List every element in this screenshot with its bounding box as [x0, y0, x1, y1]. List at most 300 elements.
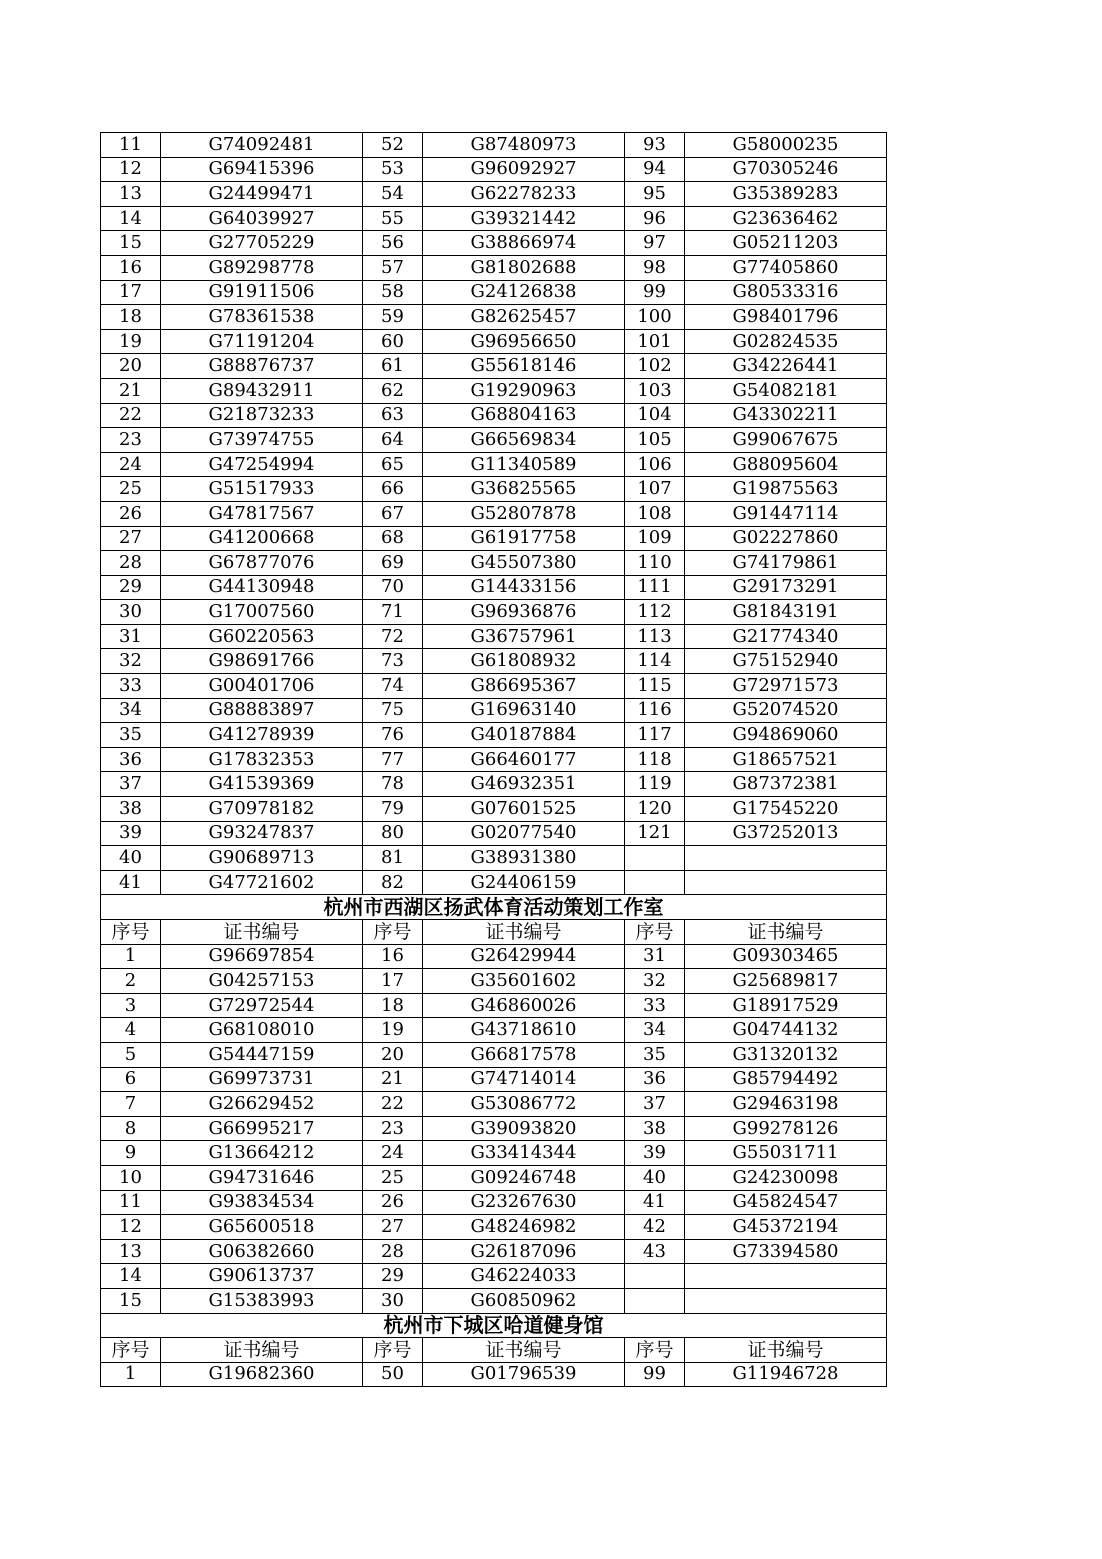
table-row	[101, 231, 887, 256]
certificate-number-cell: G66460177	[423, 747, 625, 772]
serial-number-cell: 106	[625, 452, 685, 477]
certificate-number-cell: G65600518	[161, 1215, 363, 1240]
table-row	[101, 1165, 887, 1190]
serial-number-cell: 17	[101, 280, 161, 305]
serial-number-cell: 37	[625, 1092, 685, 1117]
serial-number-cell: 32	[101, 649, 161, 674]
table-row	[101, 944, 887, 969]
serial-number-cell: 11	[101, 133, 161, 158]
serial-number-cell: 111	[625, 575, 685, 600]
serial-number-cell: 24	[363, 1141, 423, 1166]
certificate-number-cell: G75152940	[685, 649, 887, 674]
header-serial-number: 序号	[625, 920, 685, 945]
certificate-number-cell: G35601602	[423, 969, 625, 994]
serial-number-cell: 72	[363, 624, 423, 649]
certificate-number-cell: G19875563	[685, 477, 887, 502]
certificate-number-cell: G47254994	[161, 452, 363, 477]
serial-number-cell: 115	[625, 674, 685, 699]
certificate-number-cell: G64039927	[161, 206, 363, 231]
serial-number-cell: 70	[363, 575, 423, 600]
certificate-number-cell: G98691766	[161, 649, 363, 674]
certificate-number-cell: G47817567	[161, 501, 363, 526]
certificate-number-cell: G93247837	[161, 821, 363, 846]
header-certificate-number: 证书编号	[685, 920, 887, 945]
table-row	[101, 674, 887, 699]
certificate-number-cell: G21873233	[161, 403, 363, 428]
certificate-number-cell: G16963140	[423, 698, 625, 723]
serial-number-cell: 107	[625, 477, 685, 502]
serial-number-cell: 27	[363, 1215, 423, 1240]
serial-number-cell: 33	[625, 993, 685, 1018]
table-row	[101, 1239, 887, 1264]
certificate-number-cell: G36757961	[423, 624, 625, 649]
serial-number-cell: 18	[363, 993, 423, 1018]
serial-number-cell: 37	[101, 772, 161, 797]
certificate-number-cell: G70978182	[161, 797, 363, 822]
serial-number-cell: 113	[625, 624, 685, 649]
table-row	[101, 305, 887, 330]
serial-number-cell: 43	[625, 1239, 685, 1264]
serial-number-cell: 9	[101, 1141, 161, 1166]
certificate-number-cell: G37252013	[685, 821, 887, 846]
certificate-number-cell	[685, 846, 887, 871]
table-row	[101, 624, 887, 649]
certificate-number-cell	[685, 1264, 887, 1289]
serial-number-cell: 57	[363, 255, 423, 280]
serial-number-cell: 6	[101, 1067, 161, 1092]
serial-number-cell: 99	[625, 1362, 685, 1387]
table-row	[101, 846, 887, 871]
serial-number-cell: 108	[625, 501, 685, 526]
serial-number-cell: 40	[625, 1165, 685, 1190]
certificate-number-cell: G96936876	[423, 600, 625, 625]
certificate-number-cell: G74179861	[685, 551, 887, 576]
serial-number-cell: 80	[363, 821, 423, 846]
certificate-table	[100, 132, 887, 1387]
certificate-number-cell: G94731646	[161, 1165, 363, 1190]
serial-number-cell: 15	[101, 231, 161, 256]
table-row	[101, 551, 887, 576]
serial-number-cell: 14	[101, 1264, 161, 1289]
certificate-number-cell: G77405860	[685, 255, 887, 280]
certificate-number-cell: G25689817	[685, 969, 887, 994]
certificate-number-cell: G74714014	[423, 1067, 625, 1092]
serial-number-cell: 23	[363, 1116, 423, 1141]
certificate-number-cell: G88095604	[685, 452, 887, 477]
certificate-number-cell: G17007560	[161, 600, 363, 625]
certificate-number-cell: G07601525	[423, 797, 625, 822]
certificate-number-cell: G96092927	[423, 157, 625, 182]
section-title: 杭州市下城区哈道健身馆	[101, 1313, 887, 1338]
table-row	[101, 1092, 887, 1117]
table-row	[101, 1067, 887, 1092]
certificate-number-cell: G01796539	[423, 1362, 625, 1387]
certificate-number-cell: G99278126	[685, 1116, 887, 1141]
certificate-number-cell	[685, 1288, 887, 1313]
serial-number-cell: 99	[625, 280, 685, 305]
serial-number-cell: 64	[363, 428, 423, 453]
certificate-number-cell: G68804163	[423, 403, 625, 428]
certificate-number-cell: G88876737	[161, 354, 363, 379]
table-row	[101, 403, 887, 428]
certificate-number-cell: G26429944	[423, 944, 625, 969]
certificate-number-cell: G34226441	[685, 354, 887, 379]
certificate-number-cell: G24230098	[685, 1165, 887, 1190]
table-row	[101, 1264, 887, 1289]
certificate-number-cell: G78361538	[161, 305, 363, 330]
certificate-number-cell: G82625457	[423, 305, 625, 330]
certificate-number-cell: G73394580	[685, 1239, 887, 1264]
certificate-number-cell: G17545220	[685, 797, 887, 822]
certificate-number-cell: G80533316	[685, 280, 887, 305]
certificate-number-cell: G54447159	[161, 1042, 363, 1067]
table-row	[101, 157, 887, 182]
serial-number-cell: 21	[101, 378, 161, 403]
serial-number-cell: 114	[625, 649, 685, 674]
certificate-number-cell: G85794492	[685, 1067, 887, 1092]
serial-number-cell: 77	[363, 747, 423, 772]
certificate-number-cell: G43718610	[423, 1018, 625, 1043]
serial-number-cell: 76	[363, 723, 423, 748]
certificate-number-cell: G13664212	[161, 1141, 363, 1166]
certificate-number-cell: G27705229	[161, 231, 363, 256]
certificate-number-cell: G61808932	[423, 649, 625, 674]
certificate-number-cell: G29173291	[685, 575, 887, 600]
certificate-number-cell: G89298778	[161, 255, 363, 280]
certificate-number-cell: G24499471	[161, 182, 363, 207]
table-row	[101, 1018, 887, 1043]
serial-number-cell: 8	[101, 1116, 161, 1141]
table-row	[101, 870, 887, 895]
serial-number-cell: 41	[101, 870, 161, 895]
header-row	[101, 920, 887, 945]
serial-number-cell: 15	[101, 1288, 161, 1313]
certificate-number-cell: G04257153	[161, 969, 363, 994]
serial-number-cell: 34	[625, 1018, 685, 1043]
serial-number-cell: 14	[101, 206, 161, 231]
certificate-number-cell: G87480973	[423, 133, 625, 158]
table-row	[101, 575, 887, 600]
certificate-number-cell: G38931380	[423, 846, 625, 871]
serial-number-cell: 26	[101, 501, 161, 526]
serial-number-cell: 36	[625, 1067, 685, 1092]
certificate-number-cell: G45824547	[685, 1190, 887, 1215]
serial-number-cell: 71	[363, 600, 423, 625]
serial-number-cell: 105	[625, 428, 685, 453]
serial-number-cell: 32	[625, 969, 685, 994]
certificate-number-cell: G61917758	[423, 526, 625, 551]
table-row	[101, 1141, 887, 1166]
serial-number-cell: 40	[101, 846, 161, 871]
serial-number-cell: 19	[363, 1018, 423, 1043]
serial-number-cell: 19	[101, 329, 161, 354]
serial-number-cell: 53	[363, 157, 423, 182]
serial-number-cell: 66	[363, 477, 423, 502]
header-row	[101, 1338, 887, 1363]
certificate-number-cell: G96697854	[161, 944, 363, 969]
serial-number-cell: 39	[625, 1141, 685, 1166]
serial-number-cell: 23	[101, 428, 161, 453]
table-row	[101, 772, 887, 797]
serial-number-cell: 109	[625, 526, 685, 551]
serial-number-cell	[625, 1288, 685, 1313]
certificate-number-cell: G60220563	[161, 624, 363, 649]
certificate-number-cell: G35389283	[685, 182, 887, 207]
section-title: 杭州市西湖区扬武体育活动策划工作室	[101, 895, 887, 920]
header-serial-number: 序号	[101, 920, 161, 945]
table-row	[101, 526, 887, 551]
table-row	[101, 477, 887, 502]
certificate-number-cell: G11340589	[423, 452, 625, 477]
certificate-number-cell: G46932351	[423, 772, 625, 797]
certificate-number-cell: G89432911	[161, 378, 363, 403]
certificate-number-cell: G86695367	[423, 674, 625, 699]
serial-number-cell: 25	[363, 1165, 423, 1190]
serial-number-cell: 38	[625, 1116, 685, 1141]
serial-number-cell: 52	[363, 133, 423, 158]
serial-number-cell: 62	[363, 378, 423, 403]
certificate-number-cell: G91447114	[685, 501, 887, 526]
serial-number-cell: 94	[625, 157, 685, 182]
header-certificate-number: 证书编号	[685, 1338, 887, 1363]
certificate-number-cell: G66817578	[423, 1042, 625, 1067]
certificate-number-cell: G41278939	[161, 723, 363, 748]
certificate-number-cell: G55618146	[423, 354, 625, 379]
serial-number-cell: 97	[625, 231, 685, 256]
header-certificate-number: 证书编号	[161, 920, 363, 945]
table-row	[101, 1190, 887, 1215]
serial-number-cell: 18	[101, 305, 161, 330]
section-title-row	[101, 895, 887, 920]
serial-number-cell: 112	[625, 600, 685, 625]
certificate-number-cell: G66995217	[161, 1116, 363, 1141]
serial-number-cell: 31	[625, 944, 685, 969]
serial-number-cell: 1	[101, 944, 161, 969]
serial-number-cell: 26	[363, 1190, 423, 1215]
serial-number-cell: 5	[101, 1042, 161, 1067]
certificate-number-cell: G67877076	[161, 551, 363, 576]
certificate-number-cell: G72971573	[685, 674, 887, 699]
certificate-number-cell: G40187884	[423, 723, 625, 748]
certificate-number-cell: G96956650	[423, 329, 625, 354]
table-row	[101, 255, 887, 280]
serial-number-cell: 10	[101, 1165, 161, 1190]
certificate-number-cell: G29463198	[685, 1092, 887, 1117]
certificate-number-cell: G23267630	[423, 1190, 625, 1215]
serial-number-cell: 39	[101, 821, 161, 846]
serial-number-cell: 98	[625, 255, 685, 280]
certificate-number-cell: G90613737	[161, 1264, 363, 1289]
certificate-number-cell: G41200668	[161, 526, 363, 551]
serial-number-cell: 54	[363, 182, 423, 207]
serial-number-cell: 34	[101, 698, 161, 723]
serial-number-cell: 28	[101, 551, 161, 576]
serial-number-cell: 73	[363, 649, 423, 674]
serial-number-cell: 74	[363, 674, 423, 699]
serial-number-cell	[625, 870, 685, 895]
serial-number-cell: 75	[363, 698, 423, 723]
certificate-number-cell: G14433156	[423, 575, 625, 600]
table-row	[101, 1042, 887, 1067]
certificate-number-cell: G24406159	[423, 870, 625, 895]
certificate-number-cell: G19682360	[161, 1362, 363, 1387]
certificate-number-cell: G09303465	[685, 944, 887, 969]
certificate-number-cell: G02077540	[423, 821, 625, 846]
certificate-number-cell: G68108010	[161, 1018, 363, 1043]
serial-number-cell: 13	[101, 182, 161, 207]
table-row	[101, 600, 887, 625]
serial-number-cell: 120	[625, 797, 685, 822]
certificate-number-cell: G39093820	[423, 1116, 625, 1141]
table-row	[101, 1362, 887, 1387]
header-serial-number: 序号	[363, 1338, 423, 1363]
table-row	[101, 501, 887, 526]
serial-number-cell: 29	[363, 1264, 423, 1289]
certificate-number-cell: G00401706	[161, 674, 363, 699]
header-serial-number: 序号	[363, 920, 423, 945]
serial-number-cell: 30	[363, 1288, 423, 1313]
serial-number-cell: 1	[101, 1362, 161, 1387]
serial-number-cell: 58	[363, 280, 423, 305]
serial-number-cell: 12	[101, 157, 161, 182]
serial-number-cell: 121	[625, 821, 685, 846]
certificate-number-cell: G18657521	[685, 747, 887, 772]
serial-number-cell: 11	[101, 1190, 161, 1215]
serial-number-cell: 93	[625, 133, 685, 158]
certificate-number-cell: G17832353	[161, 747, 363, 772]
certificate-number-cell: G47721602	[161, 870, 363, 895]
certificate-number-cell: G73974755	[161, 428, 363, 453]
certificate-number-cell: G58000235	[685, 133, 887, 158]
serial-number-cell: 116	[625, 698, 685, 723]
certificate-number-cell: G93834534	[161, 1190, 363, 1215]
table-row	[101, 1215, 887, 1240]
certificate-number-cell: G45372194	[685, 1215, 887, 1240]
certificate-number-cell: G02824535	[685, 329, 887, 354]
certificate-number-cell: G19290963	[423, 378, 625, 403]
serial-number-cell: 95	[625, 182, 685, 207]
serial-number-cell	[625, 846, 685, 871]
certificate-number-cell: G06382660	[161, 1239, 363, 1264]
serial-number-cell: 55	[363, 206, 423, 231]
serial-number-cell: 33	[101, 674, 161, 699]
table-row	[101, 182, 887, 207]
serial-number-cell: 59	[363, 305, 423, 330]
serial-number-cell: 50	[363, 1362, 423, 1387]
certificate-number-cell: G81802688	[423, 255, 625, 280]
certificate-number-cell: G15383993	[161, 1288, 363, 1313]
serial-number-cell: 2	[101, 969, 161, 994]
certificate-number-cell	[685, 870, 887, 895]
certificate-number-cell: G99067675	[685, 428, 887, 453]
certificate-number-cell: G36825565	[423, 477, 625, 502]
table-row	[101, 821, 887, 846]
serial-number-cell: 67	[363, 501, 423, 526]
table-row	[101, 747, 887, 772]
serial-number-cell: 63	[363, 403, 423, 428]
table-row	[101, 280, 887, 305]
header-serial-number: 序号	[101, 1338, 161, 1363]
certificate-number-cell: G23636462	[685, 206, 887, 231]
certificate-number-cell: G81843191	[685, 600, 887, 625]
serial-number-cell: 56	[363, 231, 423, 256]
serial-number-cell: 16	[101, 255, 161, 280]
header-certificate-number: 证书编号	[161, 1338, 363, 1363]
serial-number-cell: 100	[625, 305, 685, 330]
header-certificate-number: 证书编号	[423, 1338, 625, 1363]
certificate-number-cell: G45507380	[423, 551, 625, 576]
table-row	[101, 1288, 887, 1313]
serial-number-cell: 22	[363, 1092, 423, 1117]
serial-number-cell: 117	[625, 723, 685, 748]
serial-number-cell: 28	[363, 1239, 423, 1264]
table-row	[101, 428, 887, 453]
certificate-number-cell: G72972544	[161, 993, 363, 1018]
serial-number-cell: 29	[101, 575, 161, 600]
certificate-number-cell: G31320132	[685, 1042, 887, 1067]
serial-number-cell: 61	[363, 354, 423, 379]
certificate-number-cell: G66569834	[423, 428, 625, 453]
certificate-number-cell: G33414344	[423, 1141, 625, 1166]
serial-number-cell	[625, 1264, 685, 1289]
serial-number-cell: 79	[363, 797, 423, 822]
section-title-row	[101, 1313, 887, 1338]
certificate-number-cell: G87372381	[685, 772, 887, 797]
certificate-number-cell: G51517933	[161, 477, 363, 502]
serial-number-cell: 35	[625, 1042, 685, 1067]
certificate-number-cell: G91911506	[161, 280, 363, 305]
certificate-number-cell: G21774340	[685, 624, 887, 649]
certificate-number-cell: G41539369	[161, 772, 363, 797]
certificate-number-cell: G46860026	[423, 993, 625, 1018]
serial-number-cell: 42	[625, 1215, 685, 1240]
serial-number-cell: 60	[363, 329, 423, 354]
certificate-number-cell: G98401796	[685, 305, 887, 330]
certificate-number-cell: G39321442	[423, 206, 625, 231]
serial-number-cell: 82	[363, 870, 423, 895]
serial-number-cell: 81	[363, 846, 423, 871]
certificate-number-cell: G46224033	[423, 1264, 625, 1289]
certificate-number-cell: G69973731	[161, 1067, 363, 1092]
table-row	[101, 993, 887, 1018]
certificate-number-cell: G26629452	[161, 1092, 363, 1117]
serial-number-cell: 68	[363, 526, 423, 551]
certificate-number-cell: G54082181	[685, 378, 887, 403]
serial-number-cell: 17	[363, 969, 423, 994]
serial-number-cell: 96	[625, 206, 685, 231]
header-serial-number: 序号	[625, 1338, 685, 1363]
certificate-number-cell: G60850962	[423, 1288, 625, 1313]
serial-number-cell: 12	[101, 1215, 161, 1240]
table-row	[101, 378, 887, 403]
table-row	[101, 723, 887, 748]
certificate-number-cell: G24126838	[423, 280, 625, 305]
certificate-number-cell: G52074520	[685, 698, 887, 723]
certificate-number-cell: G70305246	[685, 157, 887, 182]
certificate-number-cell: G44130948	[161, 575, 363, 600]
table-row	[101, 452, 887, 477]
table-row	[101, 206, 887, 231]
certificate-number-cell: G71191204	[161, 329, 363, 354]
certificate-number-cell: G09246748	[423, 1165, 625, 1190]
serial-number-cell: 119	[625, 772, 685, 797]
serial-number-cell: 65	[363, 452, 423, 477]
certificate-number-cell: G43302211	[685, 403, 887, 428]
serial-number-cell: 21	[363, 1067, 423, 1092]
certificate-number-cell: G05211203	[685, 231, 887, 256]
certificate-number-cell: G88883897	[161, 698, 363, 723]
certificate-number-cell: G18917529	[685, 993, 887, 1018]
